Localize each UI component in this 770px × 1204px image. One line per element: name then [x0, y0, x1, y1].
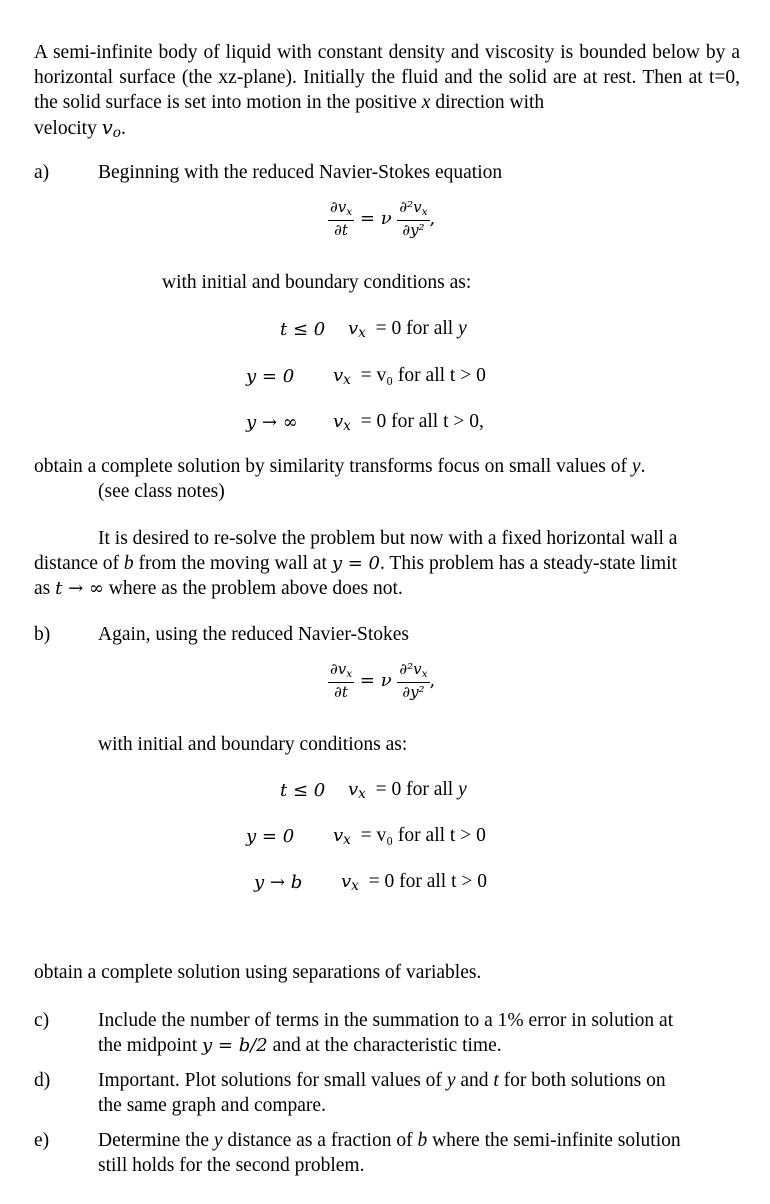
part-b-lead: Again, using the reduced Navier-Stokes [98, 624, 409, 645]
part-e-marker: e) [34, 1130, 50, 1151]
part-b-cond3-right: $v_x = 0$ for all t > 0 [341, 871, 488, 894]
part-a-see-notes: (see class notes) [98, 481, 225, 502]
part-b-cond1-left: t ≤ 0 [280, 780, 326, 801]
part-a-obtain: obtain a complete solution by similarity transforms focus on small values of y. [34, 456, 646, 477]
part-a-cond3-left: y → ∞ [246, 412, 298, 433]
d2vx-dy2-fraction: $\frac{\partial^2v_x}{\text{∂y²}}$ [399, 198, 428, 239]
intro-line-2: by a horizontal surface (the xz-plane). Initially the fluid and the solid are at rest. [34, 42, 741, 88]
desire-line-2: distance of b from the moving wall at y = 0. This problem has a steady-state limit [34, 553, 677, 574]
part-c-marker: c) [34, 1010, 50, 1031]
part-b-equation: $\frac{\partial v_x}{\partial t}$ = ν $\frac{\partial^2v_x}{\text{∂y²}}$ , [330, 660, 436, 701]
part-d-marker: d) [34, 1070, 51, 1091]
part-a-cond1-left: t ≤ 0 [280, 319, 326, 340]
intro-paragraph [34, 40, 740, 146]
desire-line-1: It is desired to re-solve the problem but now with a fixed horizontal wall a [98, 528, 678, 549]
part-a-cond3-right: $v_x = 0$ for all t > 0, [333, 411, 484, 434]
part-a-cond1-right: $v_x = 0$ for all y [348, 318, 467, 341]
intro-line-3b: direction with [430, 92, 545, 113]
v0-subscript: o [112, 125, 121, 141]
x-symbol: x [421, 92, 431, 113]
part-a-equation: $\frac{\partial v_x}{\partial t}$ = ν $\frac{\partial^2v_x}{\text{∂y²}}$ , [330, 198, 436, 239]
part-c-line-1: Include the number of terms in the summation to a 1% error in solution at [98, 1010, 674, 1031]
part-b-obtain: obtain a complete solution using separations of variables. [34, 962, 482, 983]
intro-line-3a: Then at t=0, the solid surface is set into motion in the positive [34, 67, 740, 113]
intro-line-4: velocity [34, 118, 102, 139]
part-b-conditions-intro: with initial and boundary conditions as: [98, 734, 408, 755]
part-b-cond3-left: y → b [254, 872, 303, 893]
part-a-conditions-intro: with initial and boundary conditions as: [162, 272, 472, 293]
part-a-cond2-right: $v_x = v_0$ for all t > 0 [333, 365, 486, 388]
part-b-marker: b) [34, 624, 51, 645]
intro-period: . [120, 118, 126, 139]
part-b-cond2-left: y = 0 [246, 826, 295, 847]
part-d-line-1: Important. Plot solutions for small values of y and t for both solutions on [98, 1070, 666, 1091]
intro-line-1: A semi-infinite body of liquid with constant density and viscosity is bounded below [34, 42, 700, 63]
part-e-line-2: still holds for the second problem. [98, 1155, 365, 1176]
part-b-cond1-right: $v_x = 0$ for all y [348, 779, 467, 802]
dvx-dt-fraction: $\frac{\partial v_x}{\partial t}$ [330, 198, 353, 239]
part-a-marker: a) [34, 162, 50, 183]
v0-symbol: v [101, 116, 113, 139]
part-b-cond2-right: $v_x = v_0$ for all t > 0 [333, 825, 486, 848]
desire-line-3: as t → ∞ where as the problem above does not. [34, 578, 403, 599]
part-c-line-2: the midpoint y = b/2 and at the characteristic time. [98, 1035, 502, 1056]
part-a-cond2-left: y = 0 [246, 366, 295, 387]
equals-nu: = ν [359, 207, 392, 229]
part-d-line-2: the same graph and compare. [98, 1095, 326, 1116]
part-a-lead: Beginning with the reduced Navier-Stokes equation [98, 162, 503, 183]
part-e-line-1: Determine the y distance as a fraction of b where the semi-infinite solution [98, 1130, 681, 1151]
